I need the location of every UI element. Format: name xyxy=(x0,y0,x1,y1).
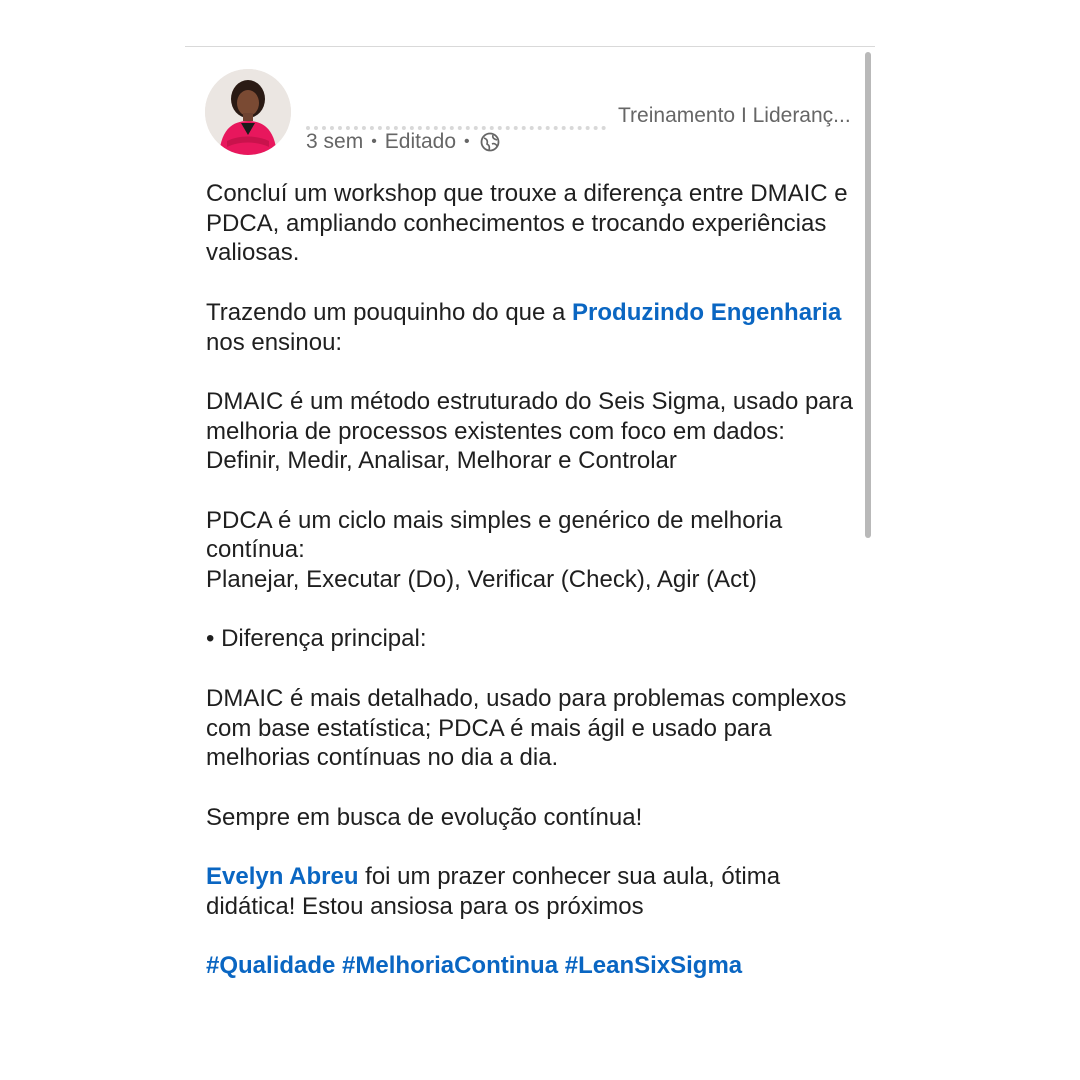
hashtag-link[interactable]: #Qualidade xyxy=(206,952,336,980)
paragraph: DMAIC é mais detalhado, usado para problemas complexos com base estatística; PDCA é mais ágil e usado para melhorias contínuas no dia a dia. xyxy=(206,684,847,772)
paragraph: PDCA é um ciclo mais simples e genérico de melhoria contínua: xyxy=(206,506,783,564)
divider xyxy=(185,46,875,47)
paragraph xyxy=(206,298,856,357)
post-meta xyxy=(306,129,500,155)
post-body xyxy=(206,179,856,981)
mention-link[interactable]: Produzindo Engenharia xyxy=(572,298,842,326)
author-headline[interactable]: Treinamento I Lideranç... xyxy=(618,104,851,127)
paragraph: DMAIC é um método estruturado do Seis Sigma, usado para melhoria de processos existentes com foco em dados: xyxy=(206,387,853,445)
mention-link[interactable]: Evelyn Abreu xyxy=(206,863,359,891)
scrollbar[interactable] xyxy=(865,52,871,538)
hashtags xyxy=(206,951,856,981)
paragraph-text: Trazendo um pouquinho do que a xyxy=(206,298,573,326)
hashtag-link[interactable]: #LeanSixSigma xyxy=(564,952,743,980)
globe-icon xyxy=(480,132,500,152)
meta-separator: • xyxy=(371,133,377,150)
paragraph: Planejar, Executar (Do), Verificar (Check), Agir (Act) xyxy=(206,566,757,594)
hashtag-link[interactable]: #MelhoriaContinua xyxy=(342,952,559,980)
edited-label: Editado xyxy=(384,130,457,153)
paragraph: Definir, Medir, Analisar, Melhorar e Controlar xyxy=(206,447,677,475)
paragraph: Concluí um workshop que trouxe a diferença entre DMAIC e PDCA, ampliando conhecimentos e trocando experiências valiosas. xyxy=(206,180,848,267)
post-time: 3 sem xyxy=(306,130,364,153)
paragraph: Sempre em busca de evolução contínua! xyxy=(206,803,643,831)
author-name-redacted[interactable] xyxy=(306,116,606,130)
paragraph-text: foi um prazer conhecer sua aula, ótima didática! Estou ansiosa para os próximos xyxy=(206,863,781,920)
paragraph-text: nos ensinou: xyxy=(206,328,343,356)
paragraph: • Diferença principal: xyxy=(206,625,427,653)
meta-separator: • xyxy=(464,133,470,150)
paragraph xyxy=(206,862,856,921)
avatar[interactable] xyxy=(205,69,291,155)
